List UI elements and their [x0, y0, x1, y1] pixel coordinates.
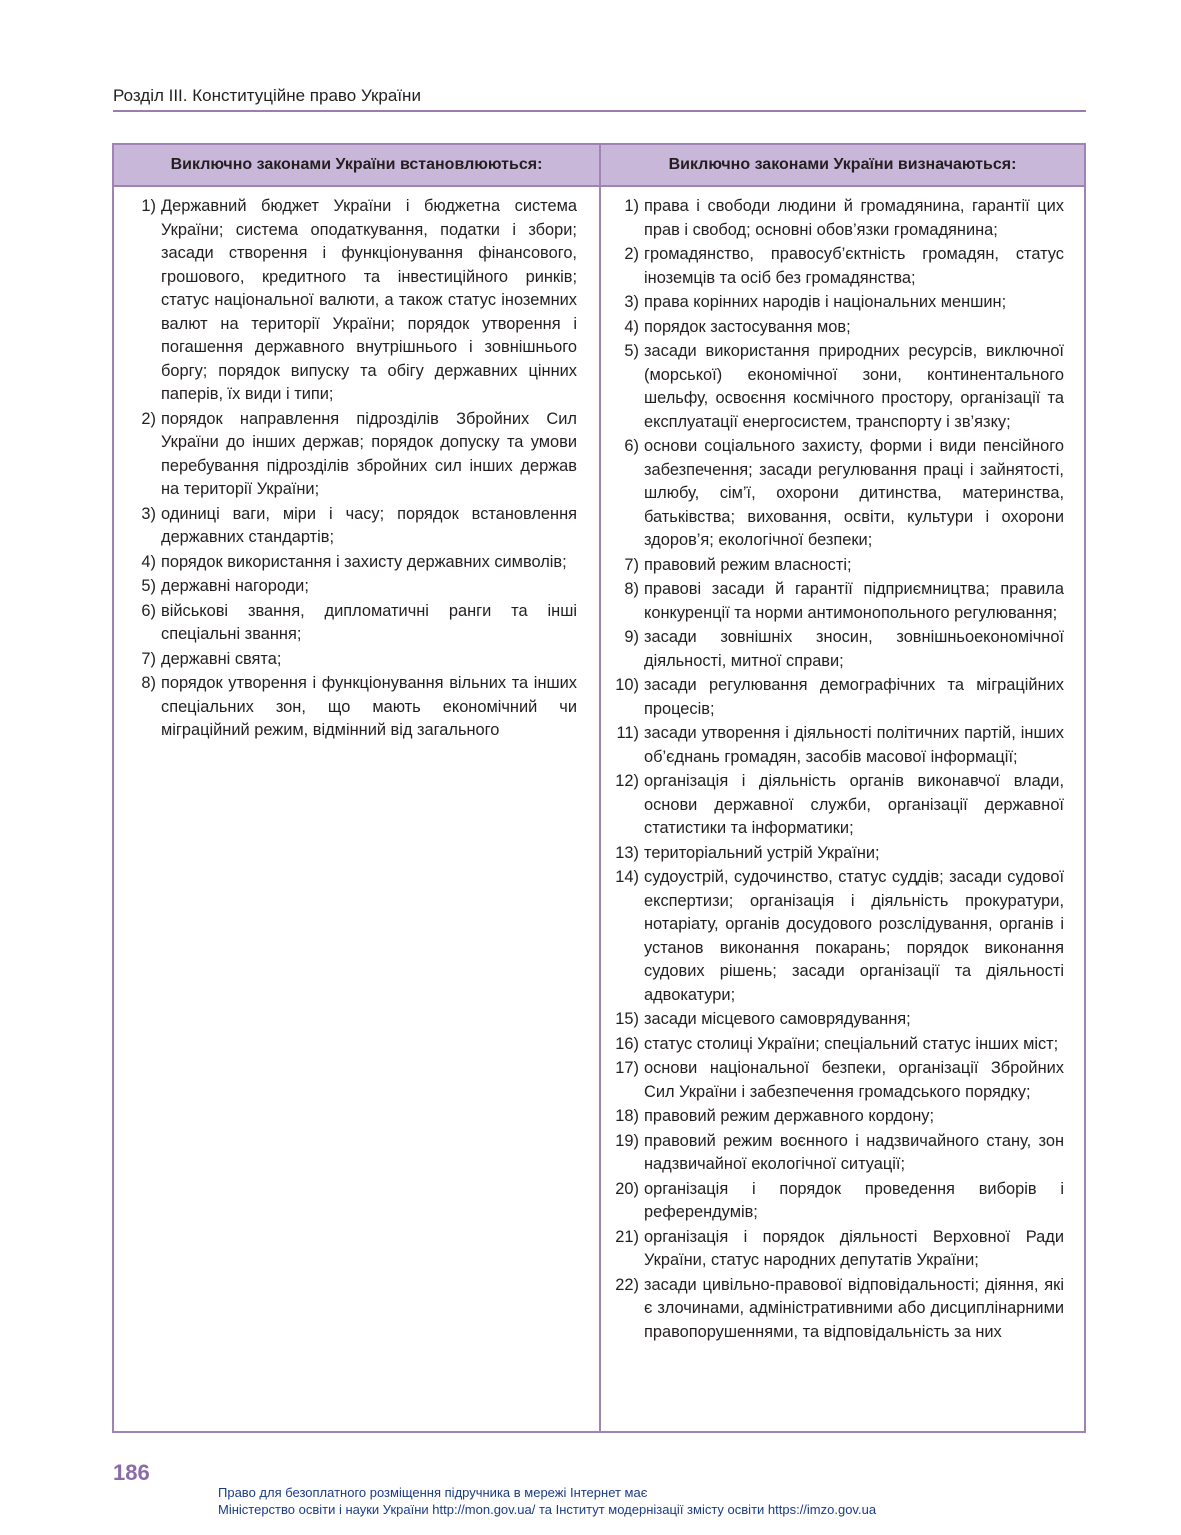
- item-number: 8): [624, 580, 639, 598]
- item-text: військові звання, дипломатичні ранги та інші спеціальні звання;: [161, 601, 577, 643]
- list-item: [114, 672, 599, 743]
- item-text: порядок застосування мов;: [644, 317, 851, 336]
- item-number: 1): [141, 197, 156, 215]
- list-item: [601, 1033, 1084, 1057]
- item-number: 3): [624, 293, 639, 311]
- list-item: [601, 316, 1084, 340]
- item-number: 21): [615, 1227, 639, 1246]
- item-text: засади використання природних ресурсів, виключної (морської) економічної зони, континентального шельфу, освоєння космічного простору, організації та експлуатації енергосистем, транспорту і зв’язку;: [644, 342, 1064, 431]
- item-number: 5): [624, 342, 639, 360]
- laws-table: [112, 143, 1086, 1433]
- list-item: [601, 1105, 1084, 1129]
- item-text: Державний бюджет України і бюджетна система України; система оподаткування, податки і збори; засади створення і функціонування фінансового, грошового, кредитного та інвестиційного ринків; статус національної валюти, а також статус іноземних валют на території України; порядок утворення і погашення державного внутрішнього і зовнішнього боргу; порядок випуску та обігу державних цінних паперів, їх види і типи;: [161, 197, 577, 403]
- list-item: [601, 674, 1084, 721]
- item-text: порядок направлення підрозділів Збройних Сил України до інших держав; порядок допуску та умови перебування підрозділів збройних сил інших держав на території України;: [161, 409, 577, 498]
- item-number: 22): [615, 1275, 639, 1294]
- list-item: [114, 551, 599, 575]
- footer-line-2: Міністерство освіти і науки України http://mon.gov.ua/ та Інститут модернізації змісту освіти https://imzo.gov.ua: [218, 1502, 877, 1517]
- list-item: [114, 648, 599, 672]
- list-item: [601, 866, 1084, 1007]
- item-text: статус столиці України; спеціальний статус інших міст;: [644, 1034, 1059, 1053]
- item-number: 8): [141, 674, 156, 692]
- item-text: державні нагороди;: [161, 577, 309, 595]
- list-item: [601, 1274, 1084, 1345]
- item-text: одиниці ваги, міри і часу; порядок встановлення державних стандартів;: [161, 504, 577, 546]
- item-text: засади утворення і діяльності політичних партій, інших об’єднань громадян, засобів масової інформації;: [644, 724, 1064, 766]
- item-number: 7): [624, 555, 639, 574]
- right-column-list: [601, 187, 1084, 1431]
- list-item: [601, 243, 1084, 290]
- item-text: засади цивільно-правової відповідальності; діяння, які є злочинами, адміністративними або дисциплінарними правопорушеннями, та відповідальність за них: [644, 1275, 1064, 1341]
- list-item: [601, 340, 1084, 434]
- list-item: [601, 626, 1084, 673]
- item-text: порядок утворення і функціонування вільних та інших спеціальних зон, що мають економічний чи міграційний режим, відмінний від загального: [161, 674, 577, 739]
- list-item: [601, 195, 1084, 242]
- item-number: 3): [141, 504, 156, 523]
- item-text: організація і діяльність органів виконавчої влади, основи державної служби, організації державної статистики та інформатики;: [644, 772, 1064, 837]
- list-item: [114, 195, 599, 407]
- item-text: територіальний устрій України;: [644, 843, 880, 862]
- list-item: [601, 1130, 1084, 1177]
- item-number: 2): [624, 245, 639, 263]
- item-number: 20): [615, 1179, 639, 1198]
- item-text: організація і порядок діяльності Верховної Ради України, статус народних депутатів України;: [644, 1227, 1064, 1269]
- item-number: 5): [141, 577, 156, 595]
- item-text: засади регулювання демографічних та міграційних процесів;: [644, 676, 1064, 718]
- item-text: засади місцевого самоврядування;: [644, 1010, 911, 1028]
- item-number: 11): [616, 724, 639, 742]
- list-item: [601, 1008, 1084, 1032]
- item-text: правовий режим державного кордону;: [644, 1107, 935, 1125]
- item-number: 13): [615, 843, 639, 862]
- item-number: 9): [624, 628, 639, 646]
- item-number: 2): [141, 409, 156, 428]
- item-text: судоустрій, судочинство, статус суддів; засади судової експертизи; організація і діяльність прокуратури, нотаріату, органів досудового розслідування, органів і установ виконання покарань; порядок виконання судових рішень; засади організації та діяльності адвокатури;: [644, 868, 1064, 1004]
- list-item: [601, 291, 1084, 315]
- item-number: 7): [141, 649, 156, 668]
- list-item: [601, 842, 1084, 866]
- list-item: [601, 770, 1084, 841]
- item-number: 17): [615, 1059, 639, 1077]
- item-text: права корінних народів і національних меншин;: [644, 293, 1007, 311]
- item-number: 4): [141, 552, 156, 571]
- list-item: [114, 575, 599, 599]
- item-text: основи національної безпеки, організації Збройних Сил України і забезпечення громадського порядку;: [644, 1059, 1064, 1101]
- item-number: 19): [615, 1131, 639, 1150]
- list-item: [601, 722, 1084, 769]
- header-divider: [113, 110, 1086, 112]
- item-text: правовий режим воєнного і надзвичайного стану, зон надзвичайної екологічної ситуації;: [644, 1131, 1064, 1173]
- left-column-list: [114, 187, 601, 1431]
- item-number: 6): [624, 437, 639, 455]
- item-number: 14): [615, 868, 639, 886]
- list-item: [114, 408, 599, 502]
- left-column-header: Виключно законами України встановлюються:: [114, 145, 601, 187]
- right-column-header: Виключно законами України визначаються:: [601, 145, 1084, 187]
- list-item: [601, 1226, 1084, 1273]
- item-text: права і свободи людини й громадянина, гарантії цих прав і свобод; основні обов’язки громадянина;: [644, 197, 1064, 239]
- item-number: 16): [615, 1034, 639, 1053]
- item-text: правові засади й гарантії підприємництва; правила конкуренції та норми антимонопольного регулювання;: [644, 580, 1064, 622]
- item-text: організація і порядок проведення виборів і референдумів;: [644, 1179, 1064, 1221]
- item-number: 18): [615, 1107, 639, 1125]
- item-number: 6): [141, 601, 156, 620]
- item-text: державні свята;: [161, 649, 282, 668]
- list-item: [601, 554, 1084, 578]
- item-number: 10): [615, 676, 639, 694]
- item-text: громадянство, правосуб’єктність громадян, статус іноземців та осіб без громадянства;: [644, 245, 1064, 287]
- page-number: 186: [113, 1460, 150, 1485]
- item-number: 12): [615, 772, 639, 790]
- list-item: [114, 600, 599, 647]
- item-number: 15): [615, 1010, 639, 1028]
- list-item: [114, 503, 599, 550]
- item-text: засади зовнішніх зносин, зовнішньоекономічної діяльності, митної справи;: [644, 628, 1064, 670]
- copyright-footer: [218, 1484, 876, 1518]
- footer-line-1: Право для безоплатного розміщення підручника в мережі Інтернет має: [218, 1485, 648, 1500]
- item-number: 4): [624, 317, 639, 336]
- item-text: основи соціального захисту, форми і види пенсійного забезпечення; засади регулювання праці і зайнятості, шлюбу, сім’ї, охорони дитинства, материнства, батьківства; виховання, освіти, культури і охорони здоров’я; екологічної безпеки;: [644, 437, 1064, 549]
- item-text: порядок використання і захисту державних символів;: [161, 552, 567, 571]
- list-item: [601, 1178, 1084, 1225]
- item-text: правовий режим власності;: [644, 555, 852, 574]
- list-item: [601, 1057, 1084, 1104]
- item-number: 1): [624, 197, 639, 215]
- section-title: Розділ III. Конституційне право України: [113, 86, 421, 105]
- list-item: [601, 578, 1084, 625]
- list-item: [601, 435, 1084, 553]
